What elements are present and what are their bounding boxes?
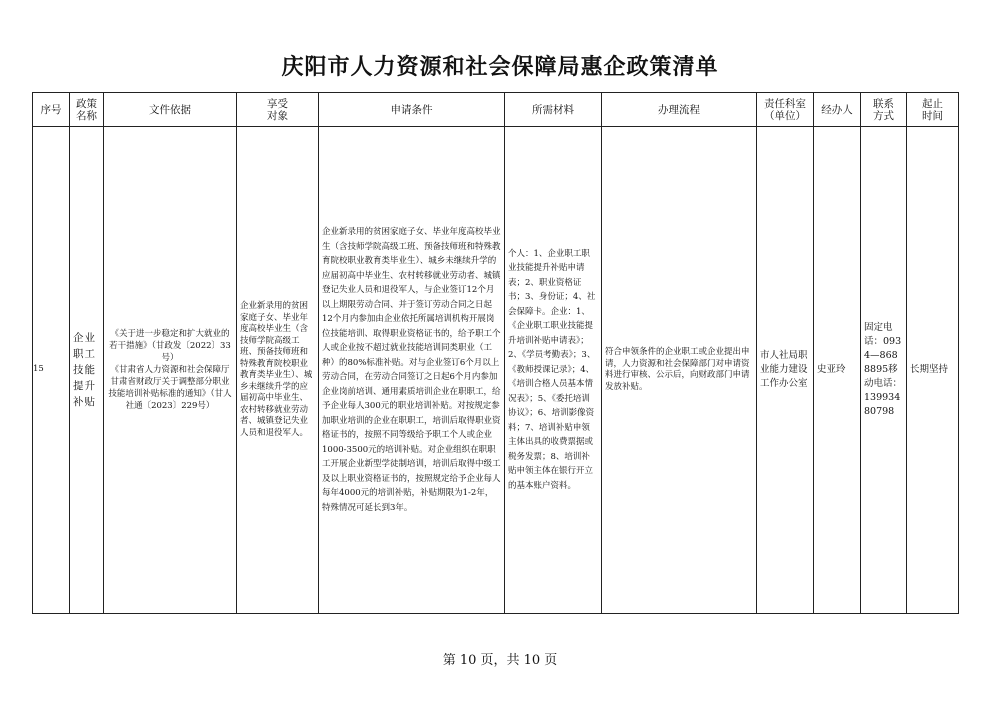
header-period: 起止 时间: [907, 93, 959, 127]
header-contact: 联系 方式: [861, 93, 907, 127]
beneficiaries-text: 企业新录用的贫困家庭子女、毕业年度高校毕业生（含技师学院高级工班、预备技师班和特殊教育院校职业教育类毕业生）、城乡未继续升学的应届初高中毕业生、农村转移就业劳动者、城镇登记失业人员和退役军人。: [240, 301, 313, 438]
page-title: 庆阳市人力资源和社会保障局惠企政策清单: [281, 55, 719, 80]
materials-text: 个人：1、企业职工职业技能提升补贴申请表；2、职业资格证书；3、身份证；4、社会保障卡。企业：1、《企业职工职业技能提升培训补贴申请表》；2、《学员考勤表》；3、《教师授课记录》；4、《培训合格人员基本情况表》；5、《委托培训协议》；6、培训影像资料；7、培训补贴申领主体出具的收费票据或税务发票；8、培训补贴申领主体在银行开立的基本账户资料。: [508, 248, 596, 491]
cell-handler: [814, 127, 861, 614]
cell-contact: [861, 127, 907, 614]
header-materials: 所需材料: [505, 93, 602, 127]
cell-department: [757, 127, 814, 614]
cell-period: [907, 127, 959, 614]
header-seq: 序号: [33, 93, 70, 127]
basis-document-1: 《关于进一步稳定和扩大就业的若干措施》（甘政发〔2022〕33号）: [109, 329, 231, 363]
cell-materials: [505, 127, 602, 614]
header-department: 责任科室 （单位）: [757, 93, 814, 127]
period-text: 长期坚持: [910, 364, 949, 375]
cell-basis: [104, 127, 237, 614]
header-handler: 经办人: [814, 93, 861, 127]
cell-beneficiaries: [237, 127, 319, 614]
department-text: 市人社局职业能力建设工作办公室: [760, 350, 808, 389]
header-beneficiaries: 享受 对象: [237, 93, 319, 127]
header-process: 办理流程: [602, 93, 757, 127]
cell-conditions: [319, 127, 505, 614]
header-conditions: 申请条件: [319, 93, 505, 127]
cell-seq: 15: [33, 127, 70, 614]
table-row: [33, 127, 959, 614]
handler-text: 史亚玲: [817, 364, 846, 376]
cell-policy-name: [70, 127, 104, 614]
table-header-row: [33, 93, 959, 127]
page-footer: 第 10 页，共 10 页: [442, 653, 558, 668]
policy-name-text: 企业职工技能提升补贴: [73, 332, 96, 408]
header-policy-name: 政策 名称: [70, 93, 104, 127]
cell-process: [602, 127, 757, 614]
process-text: 符合申领条件的企业职工或企业提出申请，人力资源和社会保障部门对申请资料进行审核、公示后，向财政部门申请发放补贴。: [605, 347, 750, 392]
contact-text: 固定电话：0934—8688895移动电话：13993480798: [864, 322, 903, 417]
policy-table: [32, 92, 959, 614]
header-basis: 文件依据: [104, 93, 237, 127]
basis-document-2: 《甘肃省人力资源和社会保障厅甘肃省财政厅关于调整部分职业技能培训补贴标准的通知》（甘人社通〔2023〕229号）: [108, 365, 232, 411]
conditions-text: 企业新录用的贫困家庭子女、毕业年度高校毕业生（含技师学院高级工班、预备技师班和特殊教育院校职业教育类毕业生）、城乡未继续升学的应届初高中毕业生、农村转移就业劳动者、城镇登记失业人员和退役军人，与企业签订12个月以上期限劳动合同、并于签订劳动合同之日起12个月内参加由企业依托所属培训机构开展岗位技能培训、取得职业资格证书的，给予职工个人或企业按不超过就业技能培训同类职业（工种）的80%标准补贴。对与企业签订6个月以上劳动合同，在劳动合同签订之日起6个月内参加企业岗前培训、通用素质培训企业在职职工，给予企业每人300元的职业培训补贴。对按规定参加职业培训的企业在职职工，培训后取得职业资格证书的，按照不同等级给予职工个人或企业1000-3500元的培训补贴。对企业组织在职职工开展企业新型学徒制培训，培训后取得中级工及以上职业资格证书的，按照规定给予企业每人每年4000元的培训补贴，补贴期限为1-2年，特殊情况可延长到3年。: [322, 227, 501, 513]
